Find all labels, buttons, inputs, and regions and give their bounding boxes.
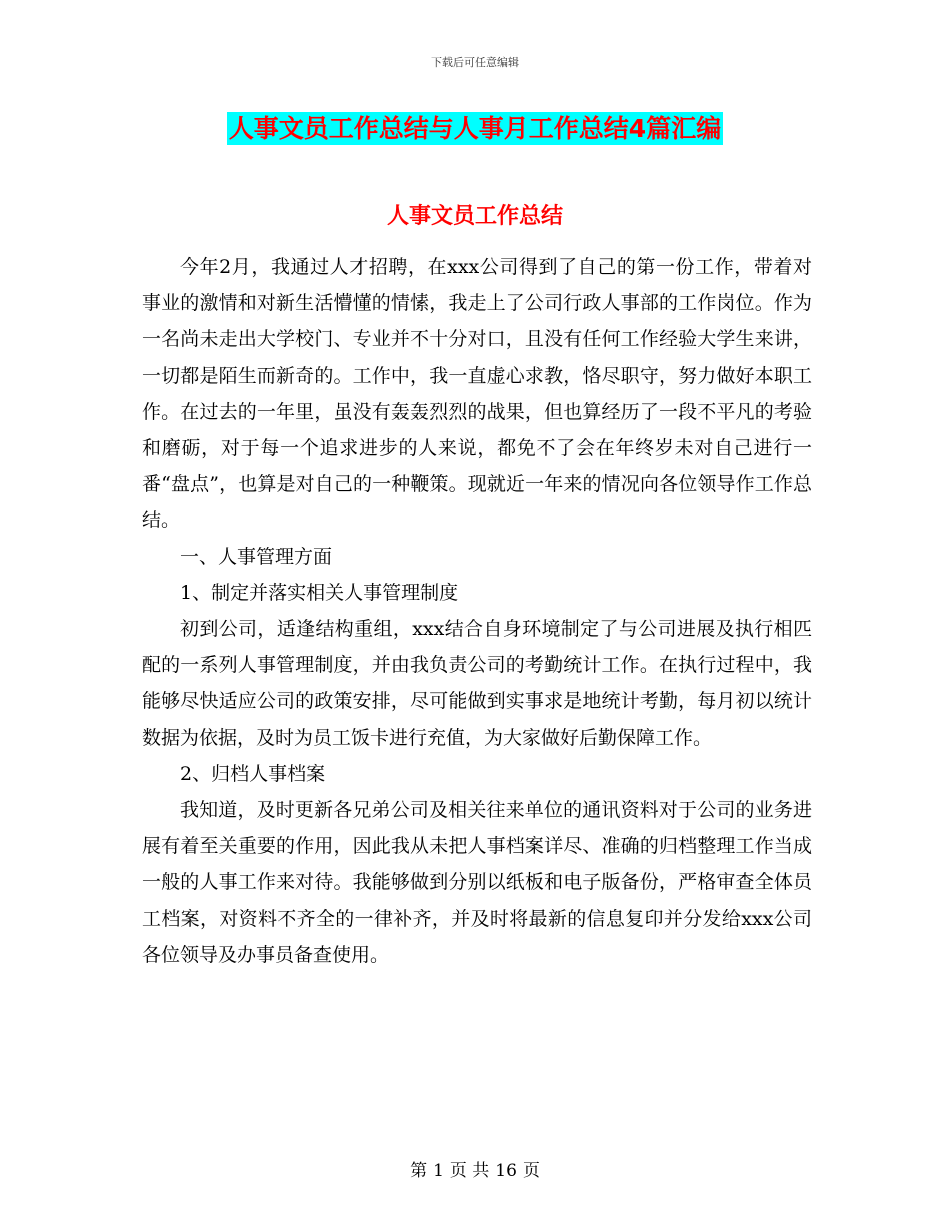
heading-personnel-management: 一、人事管理方面 [180, 545, 333, 568]
footer-prefix: 第 [410, 1161, 428, 1181]
page-footer [0, 1156, 950, 1181]
header-note: 下载后可任意编辑 [431, 56, 519, 69]
document-body [142, 249, 812, 973]
footer-page-number: 1 [433, 1161, 444, 1181]
subheading-archives: 2、归档人事档案 [180, 762, 326, 785]
paragraph-archives: 我知道，及时更新各兄弟公司及相关往来单位的通讯资料对于公司的业务进展有着至关重要的作用，因此我从未把人事档案详尽、准确的归档整理工作当成一般的人事工作来对待。我能够做到分别以纸板和电子版备份，严格审查全体员工档案，对资料不齐全的一律补齐，并及时将最新的信息复印并分发给xxx公司各位领导及办事员备查使用。 [142, 799, 812, 966]
footer-total-pages: 16 [495, 1161, 517, 1181]
paragraph-intro: 今年2月，我通过人才招聘，在xxx公司得到了自己的第一份工作，带着对事业的激情和对新生活懵懂的情愫，我走上了公司行政人事部的工作岗位。作为一名尚未走出大学校门、专业并不十分对口，且没有任何工作经验大学生来讲，一切都是陌生而新奇的。工作中，我一直虚心求教，恪尽职守，努力做好本职工作。在过去的一年里，虽没有轰轰烈烈的战果，但也算经历了一段不平凡的考验和磨砺，对于每一个追求进步的人来说，都免不了会在年终岁未对自己进行一番“盘点”，也算是对自己的一种鞭策。现就近一年来的情况向各位领导作工作总结。 [142, 256, 812, 532]
footer-suffix: 页 [522, 1161, 540, 1181]
paragraph-regulations: 初到公司，适逢结构重组，xxx结合自身环境制定了与公司进展及执行相匹配的一系列人事管理制度，并由我负责公司的考勤统计工作。在执行过程中，我能够尽快适应公司的政策安排，尽可能做到实事求是地统计考勤，每月初以统计数据为依据，及时为员工饭卡进行充值，为大家做好后勤保障工作。 [142, 618, 812, 749]
subheading-regulations: 1、制定并落实相关人事管理制度 [180, 581, 459, 604]
footer-middle: 页 共 [449, 1161, 490, 1181]
section-title: 人事文员工作总结 [386, 204, 563, 229]
document-title: 人事文员工作总结与人事月工作总结4篇汇编 [228, 114, 722, 143]
main-title-container [0, 112, 950, 145]
